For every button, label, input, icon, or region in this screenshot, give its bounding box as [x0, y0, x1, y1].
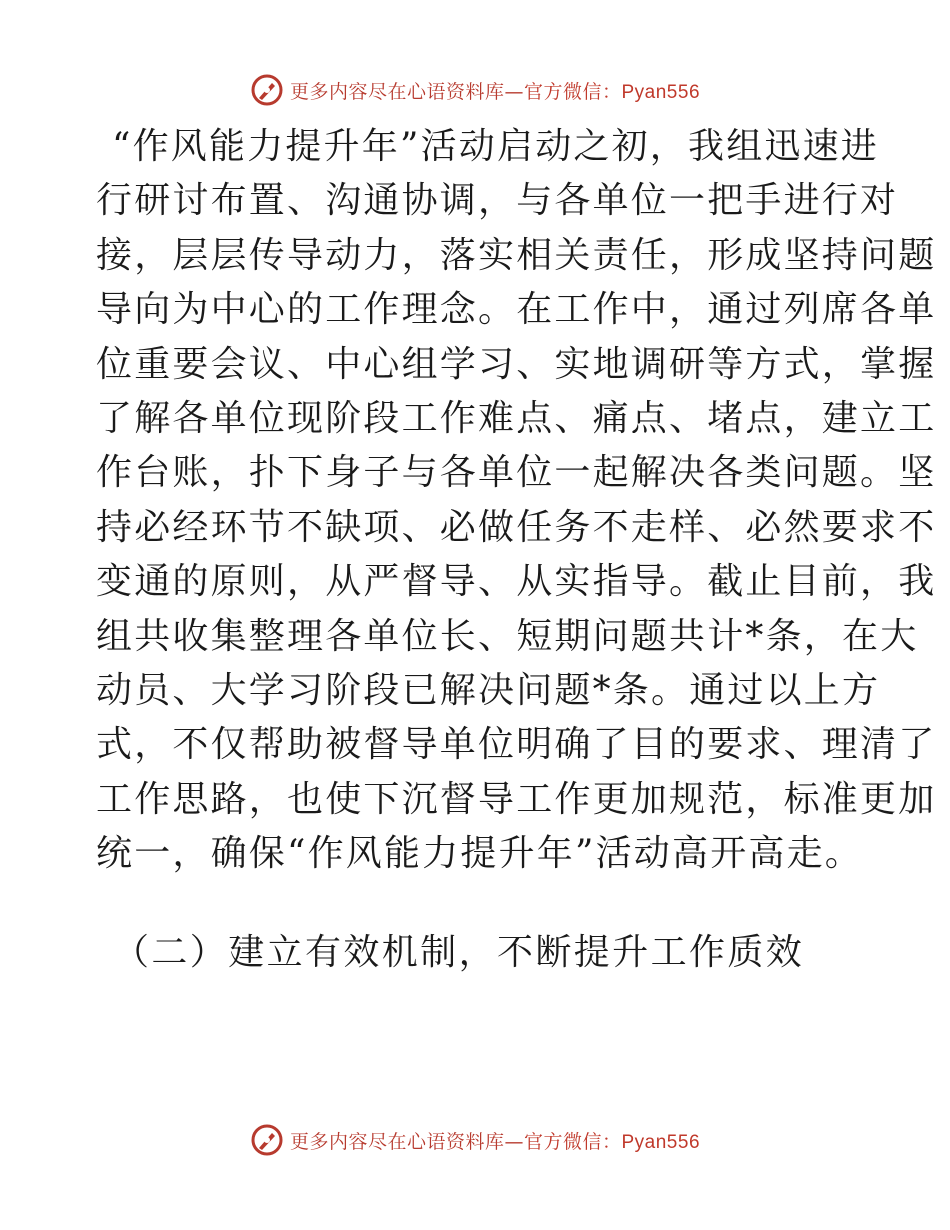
pen-circle-logo-icon — [250, 1123, 284, 1157]
paragraph-line: 接，层层传导动力，落实相关责任，形成坚持问题 — [96, 234, 937, 276]
header-watermark — [0, 70, 950, 110]
paragraph-line: 导向为中心的工作理念。在工作中，通过列席各单 — [96, 289, 937, 331]
watermark-text: 更多内容尽在心语资料库—官方微信：Pyan556 — [289, 80, 701, 103]
paragraph-line: 变通的原则，从严督导、从实指导。截止目前，我 — [96, 561, 937, 603]
paragraph-line: 作台账，扑下身子与各单位一起解决各类问题。坚 — [96, 452, 937, 494]
watermark-text: 更多内容尽在心语资料库—官方微信：Pyan556 — [289, 1130, 701, 1153]
pen-circle-logo-icon — [250, 73, 284, 107]
paragraph-line: 位重要会议、中心组学习、实地调研等方式，掌握 — [96, 343, 937, 385]
paragraph-line: 式，不仅帮助被督导单位明确了目的要求、理清了 — [96, 724, 937, 766]
paragraph-line: 了解各单位现阶段工作难点、痛点、堵点，建立工 — [96, 397, 937, 439]
paragraph-line: 持必经环节不缺项、必做任务不走样、必然要求不 — [96, 506, 937, 548]
paragraph-line: “作风能力提升年”活动启动之初，我组迅速进 — [112, 126, 880, 167]
paragraph-line: 工作思路，也使下沉督导工作更加规范，标准更加 — [96, 778, 937, 820]
paragraph-line: 行研讨布置、沟通协调，与各单位一把手进行对 — [96, 180, 899, 222]
paragraph-line: 统一，确保“作风能力提升年”活动高开高走。 — [96, 833, 864, 875]
section-heading: （二）建立有效机制，不断提升工作质效 — [113, 932, 805, 973]
paragraph-line: 组共收集整理各单位长、短期问题共计*条，在大 — [96, 615, 919, 657]
footer-watermark — [0, 1120, 950, 1160]
paragraph-line: 动员、大学习阶段已解决问题*条。通过以上方 — [96, 669, 881, 711]
body-paragraph — [96, 120, 937, 881]
